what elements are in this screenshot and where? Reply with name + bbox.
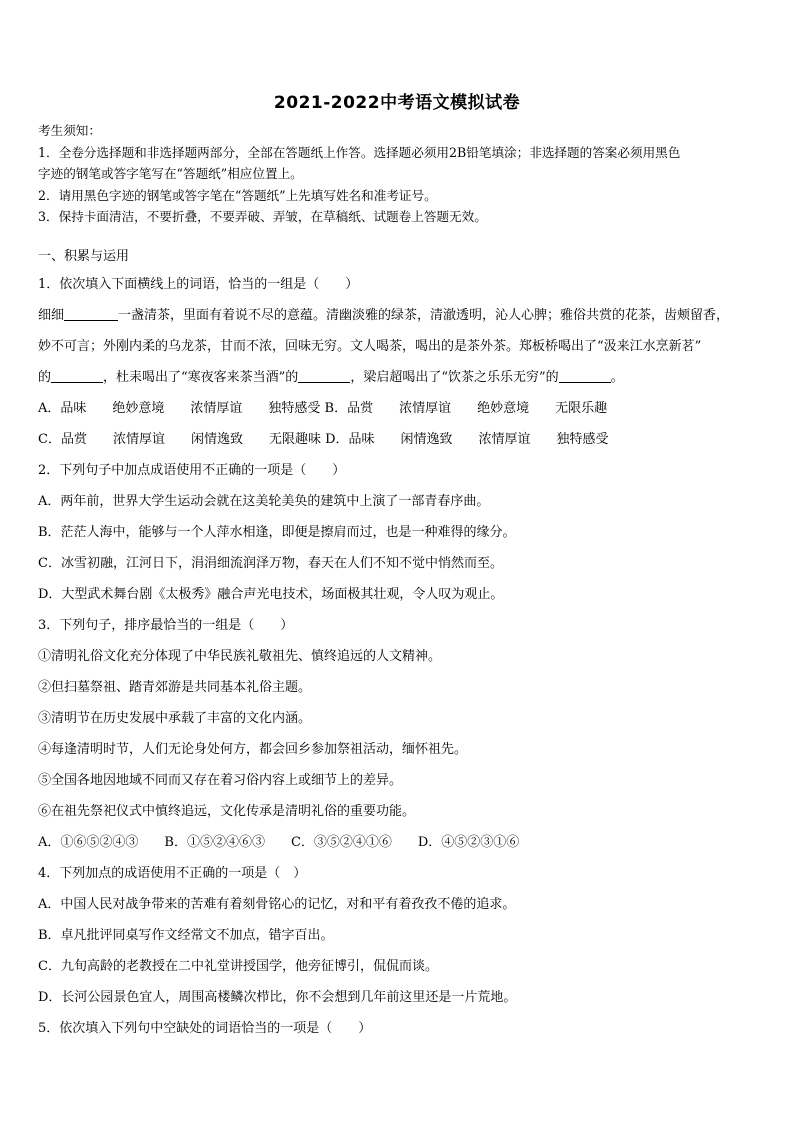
notice-item: 字迹的钢笔或答字笔写在“答题纸”相应位置上。 [38, 166, 303, 181]
question-1-options-row [38, 424, 768, 455]
fill-blank [559, 367, 611, 383]
option-a: A．两年前，世界大学生运动会就在这美轮美奂的建筑中上演了一部青春序曲。 [38, 494, 490, 509]
question-5-stem: 5．依次填入下列句中空缺处的词语恰当的一项是（ ） [38, 1021, 372, 1036]
question-3-stem: 3．下列句子，排序最恰当的一组是（ ） [38, 618, 294, 633]
passage-text: ，梁启超喝出了“饮茶之乐乐无穷”的 [350, 370, 559, 385]
passage-text: 一盏清茶，里面有着说不尽的意蕴。清幽淡雅的绿茶，清澈透明，沁人心脾；雅俗共赏的花茶，齿颊留香， [118, 308, 730, 323]
option-c: C．品赏 浓情厚谊 闲情逸致 无限趣味 [38, 432, 321, 447]
passage-text: 细细 [38, 308, 65, 323]
sentence-item: ④每逢清明时节，人们无论身处何方，都会回乡参加祭祖活动，缅怀祖先。 [38, 742, 468, 757]
notice-item: 1．全卷分选择题和非选择题两部分，全部在答题纸上作答。选择题必须用2B铅笔填涂；非选择题的答案必须用黑色 [38, 144, 681, 160]
fill-blank [64, 305, 118, 321]
option-b: B．茫茫人海中，能够与一个人萍水相逢，即便是擦肩而过，也是一种难得的缘分。 [38, 525, 516, 540]
notice-heading: 考生须知： [38, 123, 101, 138]
question-3-options: A．①⑥⑤②④③ B．①⑤②④⑥③ C．③⑤②④①⑥ D．④⑤②③①⑥ [38, 835, 520, 850]
question-1-passage-line [38, 300, 768, 331]
notice-item: 3．保持卡面清洁，不要折叠，不要弄破、弄皱，在草稿纸、试题卷上答题无效。 [38, 209, 487, 224]
fill-blank [51, 367, 103, 383]
passage-text: 。 [610, 370, 624, 385]
option-b: B．卓凡批评同桌写作文经常文不加点，错字百出。 [38, 928, 334, 943]
candidate-notice [38, 120, 768, 228]
sentence-item: ②但扫墓祭祖、踏青郊游是共同基本礼俗主题。 [38, 680, 312, 695]
option-d: D．大型武术舞台剧《太极秀》融合声光电技术，场面极其壮观，令人叹为观止。 [38, 587, 504, 602]
fill-blank [298, 367, 350, 383]
option-b: B．品赏 浓情厚谊 绝妙意境 无限乐趣 [324, 401, 608, 416]
option-d: D．长河公园景色宜人，周围高楼鳞次栉比，你不会想到几年前这里还是一片荒地。 [38, 990, 517, 1005]
option-c: C．冰雪初融，江河日下，涓涓细流润泽万物，春天在人们不知不觉中悄然而至。 [38, 556, 503, 571]
page-title: 2021-2022中考语文模拟试卷 [273, 93, 521, 113]
option-d: D．品味 闲情逸致 浓情厚谊 独特感受 [325, 432, 609, 447]
sentence-item: ⑤全国各地因地域不同而又存在着习俗内容上或细节上的差异。 [38, 773, 403, 788]
passage-text: ，杜耒喝出了“寒夜客来茶当酒”的 [103, 370, 299, 385]
option-c: C．九旬高龄的老教授在二中礼堂讲授国学，他旁征博引，侃侃而谈。 [38, 959, 438, 974]
sentence-item: ①清明礼俗文化充分体现了中华民族礼敬祖先、慎终追远的人文精神。 [38, 649, 442, 664]
question-1-passage-line [38, 362, 768, 393]
question-1-passage-line: 妙不可言；外刚内柔的乌龙茶，甘而不浓，回味无穷。文人喝茶，喝出的是茶外茶。郑板桥喝出了“汲来江水烹新茗” [38, 339, 702, 354]
sentence-item: ⑥在祖先祭祀仪式中慎终追远，文化传承是清明礼俗的重要功能。 [38, 804, 416, 819]
question-2-stem: 2．下列句子中加点成语使用不正确的一项是（ ） [38, 463, 346, 478]
section-heading: 一、积累与运用 [38, 249, 130, 264]
passage-text: 的 [38, 370, 52, 385]
notice-item: 2．请用黑色字迹的钢笔或答字笔在“答题纸”上先填写姓名和准考证号。 [38, 187, 437, 203]
question-1-stem: 1．依次填入下面横线上的词语，恰当的一组是（ ） [38, 277, 359, 292]
question-4-stem: 4．下列加点的成语使用不正确的一项是（ ） [38, 866, 307, 881]
questions [38, 269, 768, 1044]
question-1-options-row [38, 393, 768, 424]
option-a: A．品味 绝妙意境 浓情厚谊 独特感受 [38, 401, 321, 416]
sentence-item: ③清明节在历史发展中承载了丰富的文化内涵。 [38, 711, 312, 726]
option-a: A．中国人民对战争带来的苦难有着刻骨铭心的记忆，对和平有着孜孜不倦的追求。 [38, 897, 516, 912]
